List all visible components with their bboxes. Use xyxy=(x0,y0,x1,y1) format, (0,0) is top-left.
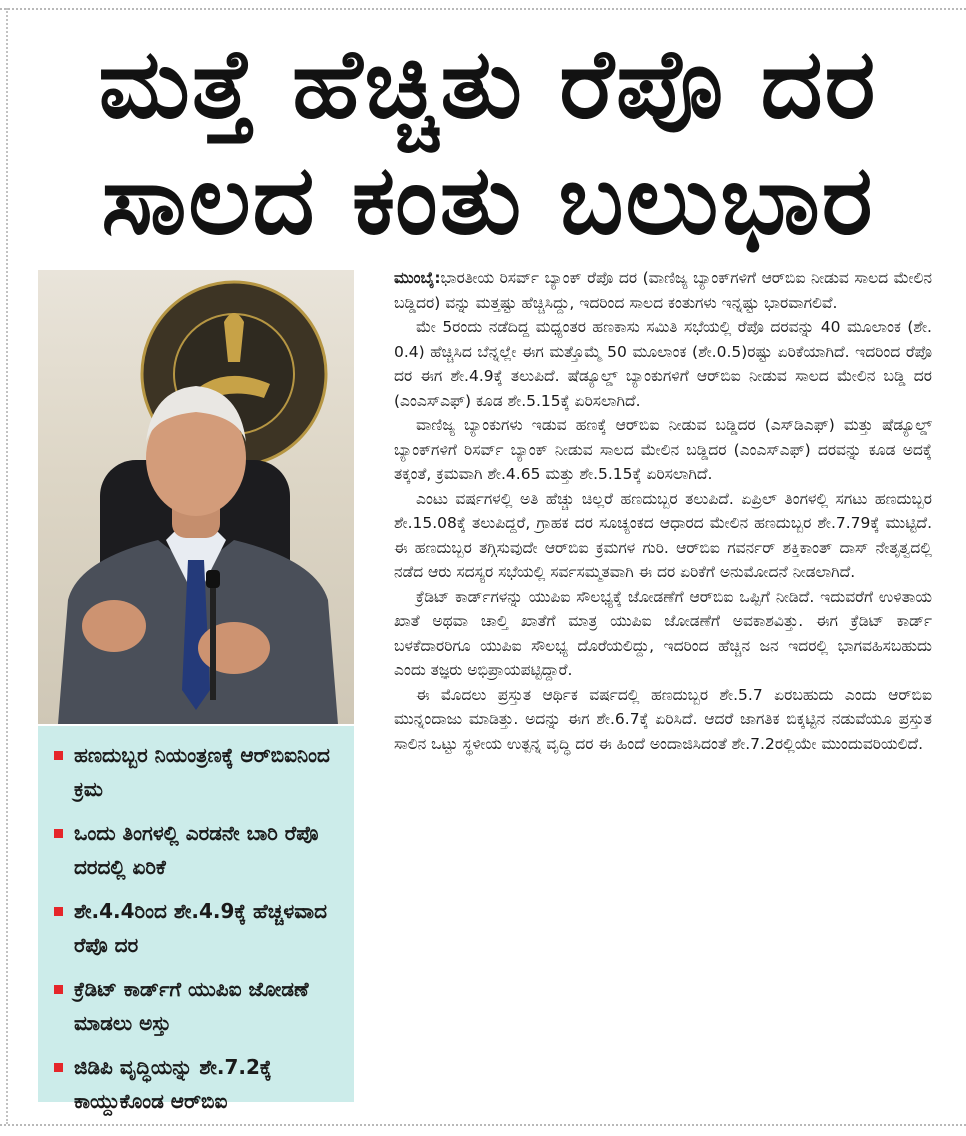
highlight-item xyxy=(38,894,354,962)
highlight-item xyxy=(38,738,354,806)
highlight-text: ಜಿಡಿಪಿ ವೃದ್ಧಿಯನ್ನು ಶೇ.7.2ಕ್ಕೆ ಕಾಯ್ದುಕೊಂಡ ಆರ್‌ಬಿಐ xyxy=(74,1055,272,1113)
article-paragraph: ಕ್ರೆಡಿಟ್ ಕಾರ್ಡ್‌ಗಳನ್ನು ಯುಪಿಐ ಸೌಲಭ್ಯಕ್ಕೆ ಜೋಡಣೆಗೆ ಆರ್‌ಬಿಐ ಒಪ್ಪಿಗೆ ನೀಡಿದೆ. ಇದುವರೆಗೆ ಉಳಿತಾಯ ಖಾತೆ ಅಥವಾ ಚಾಲ್ತಿ ಖಾತೆಗೆ ಮಾತ್ರ ಯುಪಿಐ ಜೋಡಣೆಗೆ ಅವಕಾಶವಿತ್ತು. ಈಗ ಕ್ರೆಡಿಟ್ ಕಾರ್ಡ್ ಬಳಕೆದಾರರಿಗೂ ಯುಪಿಐ ಸೌಲಭ್ಯ ದೊರೆಯಲಿದ್ದು, ಇದರಿಂದ ಹೆಚ್ಚಿನ ಜನ ಇದರಲ್ಲಿ ಭಾಗವಹಿಸಬಹುದು ಎಂದು ತಜ್ಞರು ಅಭಿಪ್ರಾಯಪಟ್ಟಿದ್ದಾರೆ. xyxy=(394,587,932,679)
red-bullet xyxy=(54,751,63,760)
highlight-item xyxy=(38,972,354,1040)
article-paragraph xyxy=(394,266,932,315)
governor-photo xyxy=(38,270,354,724)
article-body xyxy=(394,266,932,756)
red-bullet xyxy=(54,985,63,994)
article-paragraph: ವಾಣಿಜ್ಯ ಬ್ಯಾಂಕುಗಳು ಇಡುವ ಹಣಕ್ಕೆ ಆರ್‌ಬಿಐ ನೀಡುವ ಬಡ್ಡಿದರ (ಎಸ್‌ಡಿಎಫ್) ಮತ್ತು ಷೆಡ್ಯೂಲ್ಡ್ ಬ್ಯಾಂಕ್‌ಗಳಿಗೆ ರಿಸರ್ವ್ ಬ್ಯಾಂಕ್ ನೀಡುವ ಸಾಲದ ಮೇಲಿನ ಬಡ್ಡಿದರ (ಎಂಎಸ್‌ಎಫ್) ದರವನ್ನು ಕೂಡ ಅದಕ್ಕೆ ತಕ್ಕಂತೆ, ಕ್ರಮವಾಗಿ ಶೇ.4.65 ಮತ್ತು ಶೇ.5.15ಕ್ಕೆ ಏರಿಸಲಾಗಿದೆ. xyxy=(394,416,932,483)
highlight-item xyxy=(38,816,354,884)
highlight-text: ಶೇ.4.4ರಿಂದ ಶೇ.4.9ಕ್ಕೆ ಹೆಚ್ಚಳವಾದ ರೆಪೊ ದರ xyxy=(74,899,328,957)
headline-line-2: ಸಾಲದ ಕಂತು ಬಲುಭಾರ xyxy=(101,144,875,256)
red-bullet xyxy=(54,907,63,916)
left-hand xyxy=(82,600,146,652)
left-dotted-border xyxy=(6,8,10,1124)
headline-line-1: ಮತ್ತೆ ಹೆಚ್ಚಿತು ರೆಪೊ ದರ xyxy=(98,28,878,140)
highlight-item xyxy=(38,1050,354,1118)
article-paragraph: ಈ ಮೊದಲು ಪ್ರಸ್ತುತ ಆರ್ಥಿಕ ವರ್ಷದಲ್ಲಿ ಹಣದುಬ್ಬರ ಶೇ.5.7 ಏರಬಹುದು ಎಂದು ಆರ್‌ಬಿಐ ಮುನ್ನಂದಾಜು ಮಾಡಿತ್ತು. ಅದನ್ನು ಈಗ ಶೇ.6.7ಕ್ಕೆ ಏರಿಸಿದೆ. ಆದರೆ ಜಾಗತಿಕ ಬಿಕ್ಕಟ್ಟಿನ ನಡುವೆಯೂ ಪ್ರಸ್ತುತ ಸಾಲಿನ ಒಟ್ಟು ಸ್ಥಳೀಯ ಉತ್ಪನ್ನ ವೃದ್ಧಿ ದರ ಈ ಹಿಂದೆ ಅಂದಾಜಿಸಿದಂತೆ ಶೇ.7.2ರಲ್ಲಿಯೇ ಮುಂದುವರಿಯಲಿದೆ. xyxy=(394,685,932,753)
highlight-text: ಕ್ರೆಡಿಟ್ ಕಾರ್ಡ್‌ಗೆ ಯುಪಿಐ ಜೋಡಣೆ ಮಾಡಲು ಅಸ್ತು xyxy=(74,977,309,1035)
photo-illustration xyxy=(38,270,354,724)
microphone xyxy=(206,570,220,588)
right-hand xyxy=(198,622,270,674)
highlight-text: ಹಣದುಬ್ಬರ ನಿಯಂತ್ರಣಕ್ಕೆ ಆರ್‌ಬಿಐನಿಂದ ಕ್ರಮ xyxy=(74,743,330,801)
red-bullet xyxy=(54,829,63,838)
article-paragraph: ಎಂಟು ವರ್ಷಗಳಲ್ಲಿ ಅತಿ ಹೆಚ್ಚು ಚಿಲ್ಲರೆ ಹಣದುಬ್ಬರ ತಲುಪಿದೆ. ಏಪ್ರಿಲ್ ತಿಂಗಳಲ್ಲಿ ಸಗಟು ಹಣದುಬ್ಬರ ಶೇ.15.08ಕ್ಕೆ ತಲುಪಿದ್ದರೆ, ಗ್ರಾಹಕ ದರ ಸೂಚ್ಯಂಕದ ಆಧಾರದ ಮೇಲಿನ ಹಣದುಬ್ಬರ ಶೇ.7.79ಕ್ಕೆ ಮುಟ್ಟಿದೆ. ಈ ಹಣದುಬ್ಬರ ತಗ್ಗಿಸುವುದೇ ಆರ್‌ಬಿಐ ಕ್ರಮಗಳ ಗುರಿ. ಆರ್‌ಬಿಐ ಗವರ್ನರ್ ಶಕ್ತಿಕಾಂತ್ ದಾಸ್ ನೇತೃತ್ವದಲ್ಲಿ ನಡೆದ ಆರು ಸದಸ್ಯರ ಸಭೆಯಲ್ಲಿ ಸರ್ವಸಮ್ಮತವಾಗಿ ಈ ದರ ಏರಿಕೆಗೆ ಅನುಮೋದನೆ ನೀಡಲಾಗಿದೆ. xyxy=(394,489,932,581)
dateline: ಮುಂಬೈ: xyxy=(394,269,441,287)
headline xyxy=(28,26,948,258)
red-bullet xyxy=(54,1063,63,1072)
paragraph-text: ಭಾರತೀಯ ರಿಸರ್ವ್ ಬ್ಯಾಂಕ್ ರೆಪೊ ದರ (ವಾಣಿಜ್ಯ ಬ್ಯಾಂಕ್‌ಗಳಿಗೆ ಆರ್‌ಬಿಐ ನೀಡುವ ಸಾಲದ ಮೇಲಿನ ಬಡ್ಡಿದರ) ವನ್ನು ಮತ್ತಷ್ಟು ಹೆಚ್ಚಿಸಿದ್ದು, ಇದರಿಂದ ಸಾಲದ ಕಂತುಗಳು ಇನ್ನಷ್ಟು ಭಾರವಾಗಲಿವೆ. xyxy=(394,269,932,312)
highlight-text: ಒಂದು ತಿಂಗಳಲ್ಲಿ ಎರಡನೇ ಬಾರಿ ರೆಪೊ ದರದಲ್ಲಿ ಏರಿಕೆ xyxy=(74,821,319,879)
highlights-box xyxy=(38,726,354,1113)
top-dotted-border xyxy=(0,0,966,10)
article-paragraph: ಮೇ 5ರಂದು ನಡೆದಿದ್ದ ಮಧ್ಯಂತರ ಹಣಕಾಸು ಸಮಿತಿ ಸಭೆಯಲ್ಲಿ ರೆಪೊ ದರವನ್ನು 40 ಮೂಲಾಂಕ (ಶೇ. 0.4) ಹೆಚ್ಚಿಸಿದ ಬೆನ್ನಲ್ಲೇ ಈಗ ಮತ್ತೊಮ್ಮೆ 50 ಮೂಲಾಂಕ (ಶೇ.0.5)ರಷ್ಟು ಏರಿಕೆಯಾಗಿದೆ. ಇದರಿಂದ ರೆಪೊ ದರ ಈಗ ಶೇ.4.9ಕ್ಕೆ ತಲುಪಿದೆ. ಷೆಡ್ಯೂಲ್ಡ್ ಬ್ಯಾಂಕುಗಳಿಗೆ ಆರ್‌ಬಿಐ ನೀಡುವ ಸಾಲದ ಮೇಲಿನ ಬಡ್ಡಿ ದರ (ಎಂಎಸ್‌ಎಫ್) ಕೂಡ ಶೇ.5.15ಕ್ಕೆ ಏರಿಸಲಾಗಿದೆ. xyxy=(394,318,932,410)
bottom-dotted-border xyxy=(0,1124,966,1128)
